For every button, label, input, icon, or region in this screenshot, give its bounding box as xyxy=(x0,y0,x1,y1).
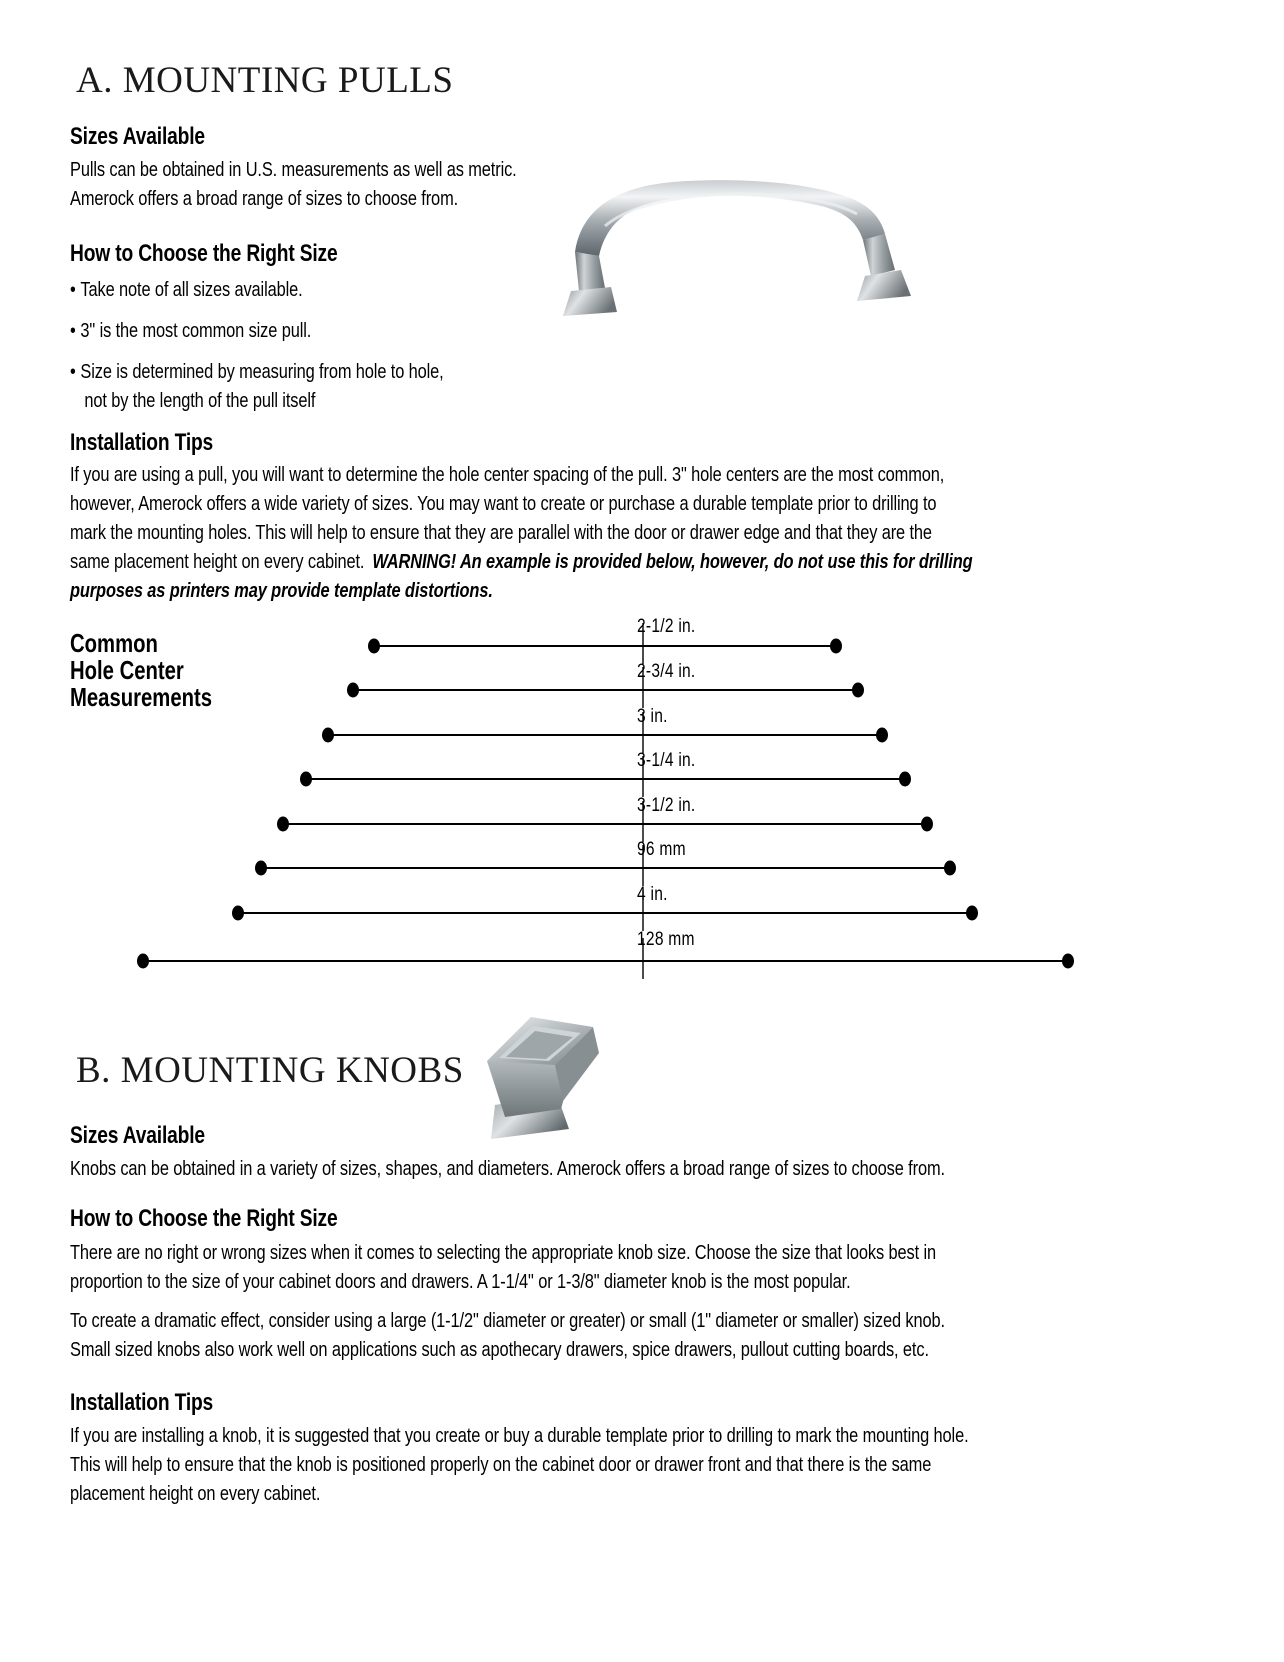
paragraph-knobs-sizes: Knobs can be obtained in a variety of sizes, shapes, and diameters. Amerock offers a broad range of sizes to choose from. xyxy=(70,1157,945,1180)
hole-dot-left xyxy=(232,906,244,921)
warning-text-line1: WARNING! An example is provided below, however, do not use this for drilling xyxy=(372,550,973,573)
hole-dot-left xyxy=(137,954,149,969)
warning-text-line2: purposes as printers may provide template distortions. xyxy=(70,579,493,602)
section-title-mounting-pulls: A. MOUNTING PULLS xyxy=(76,60,454,101)
paragraph-knobs-choose xyxy=(70,1238,1250,1296)
hole-dot-left xyxy=(277,817,289,832)
list-item-label: 3" is the most common size pull. xyxy=(80,319,312,342)
hole-dot-left xyxy=(347,683,359,698)
knob-tips-line-2: This will help to ensure that the knob is positioned properly on the cabinet door or drawer front and that there is the same xyxy=(70,1453,932,1476)
heading-sizes-available-pulls: Sizes Available xyxy=(70,123,205,150)
diagram-title-line3: Measurements xyxy=(70,682,213,712)
list-item xyxy=(70,316,770,345)
tips-line-1: If you are using a pull, you will want to determine the hole center spacing of the pull. 3" hole centers are the most common, xyxy=(70,463,945,486)
measurement-label: 3 in. xyxy=(637,706,668,727)
hole-dot-right xyxy=(1062,954,1074,969)
hole-dot-right xyxy=(966,906,978,921)
measurement-label: 96 mm xyxy=(637,839,686,860)
hole-dot-right xyxy=(899,772,911,787)
tips-line-3: mark the mounting holes. This will help to ensure that they are parallel with the door or drawer edge and that they are the xyxy=(70,521,932,544)
bullet-glyph: • xyxy=(70,278,76,301)
measurement-label: 2-1/2 in. xyxy=(637,616,696,637)
heading-how-to-choose-pulls: How to Choose the Right Size xyxy=(70,240,338,267)
measurement-label: 128 mm xyxy=(637,929,695,950)
measurement-label: 3-1/4 in. xyxy=(637,750,696,771)
heading-how-to-choose-knobs: How to Choose the Right Size xyxy=(70,1205,338,1232)
list-item-label: Size is determined by measuring from hole to hole, xyxy=(80,360,444,383)
diagram-title-line1: Common xyxy=(70,628,158,658)
hole-dot-left xyxy=(322,728,334,743)
hole-dot-right xyxy=(876,728,888,743)
hole-dot-right xyxy=(852,683,864,698)
measurement-label: 3-1/2 in. xyxy=(637,795,696,816)
knob-dramatic-line-1: To create a dramatic effect, consider using a large (1-1/2" diameter or greater) or small (1" diameter or smaller) sized knob. xyxy=(70,1309,945,1332)
list-item-label: Take note of all sizes available. xyxy=(80,278,303,301)
hole-dot-left xyxy=(255,861,267,876)
paragraph-installation-tips-knobs xyxy=(70,1421,1250,1508)
tips-line-4 xyxy=(70,547,1250,576)
measurement-label: 4 in. xyxy=(637,884,668,905)
knob-tips-line-3: placement height on every cabinet. xyxy=(70,1482,321,1505)
paragraph-pulls-sizes-line1: Pulls can be obtained in U.S. measurements as well as metric. xyxy=(70,158,517,181)
paragraph-pulls-sizes-line2: Amerock offers a broad range of sizes to choose from. xyxy=(70,187,459,210)
paragraph-knobs-dramatic xyxy=(70,1306,1250,1364)
tips-line-2: however, Amerock offers a wide variety of sizes. You may want to create or purchase a durable template prior to drilling to xyxy=(70,492,937,515)
hole-dot-right xyxy=(921,817,933,832)
tips-line-4-text: same placement height on every cabinet. xyxy=(70,550,365,573)
knob-choose-line-1: There are no right or wrong sizes when it comes to selecting the appropriate knob size. Choose the size that looks best in xyxy=(70,1241,936,1264)
knob-choose-line-2: proportion to the size of your cabinet doors and drawers. A 1-1/4" or 1-3/8" diameter knob is the most popular. xyxy=(70,1270,851,1293)
list-item xyxy=(70,357,770,415)
list-item-label-continued: not by the length of the pull itself xyxy=(84,389,316,412)
knob-dramatic-line-2: Small sized knobs also work well on applications such as apothecary drawers, spice drawers, pullout cutting boards, etc. xyxy=(70,1338,929,1361)
hole-dot-left xyxy=(368,639,380,654)
hole-dot-right xyxy=(944,861,956,876)
bullet-glyph: • xyxy=(70,360,76,383)
knob-tips-line-1: If you are installing a knob, it is suggested that you create or buy a durable template prior to drilling to mark the mounting hole. xyxy=(70,1424,969,1447)
diagram-title-line2: Hole Center xyxy=(70,655,184,685)
cabinet-pull-product-photo xyxy=(545,160,935,320)
measurement-label: 2-3/4 in. xyxy=(637,661,696,682)
section-title-mounting-knobs: B. MOUNTING KNOBS xyxy=(76,1050,464,1091)
bullet-glyph: • xyxy=(70,319,76,342)
cabinet-knob-product-photo xyxy=(465,1005,635,1140)
heading-installation-tips-pulls: Installation Tips xyxy=(70,429,214,456)
heading-sizes-available-knobs: Sizes Available xyxy=(70,1122,205,1149)
heading-installation-tips-knobs: Installation Tips xyxy=(70,1389,214,1416)
hole-dot-left xyxy=(300,772,312,787)
hole-dot-right xyxy=(830,639,842,654)
paragraph-installation-tips-pulls xyxy=(70,460,1250,605)
